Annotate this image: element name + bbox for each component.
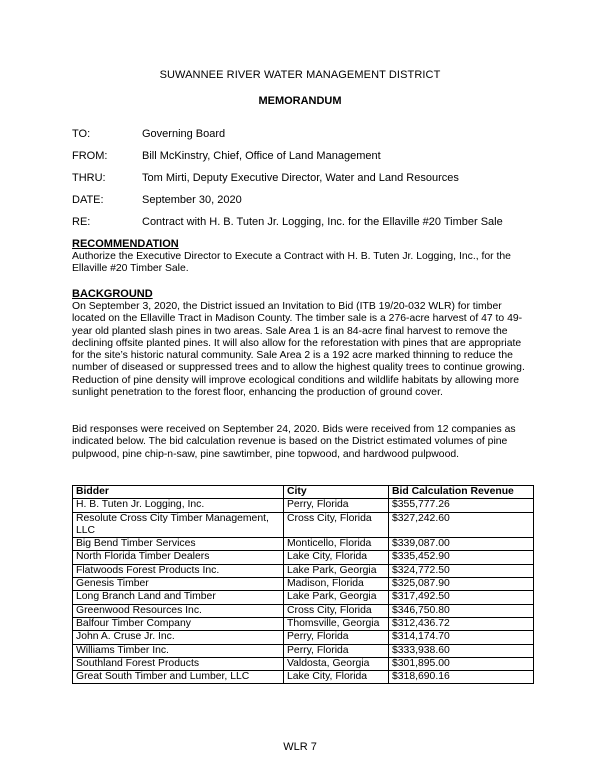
bidder-cell: Resolute Cross City Timber Management, LLC <box>73 512 284 538</box>
revenue-cell: $335,452.90 <box>389 551 534 564</box>
bidder-cell: North Florida Timber Dealers <box>73 551 284 564</box>
bid-table <box>72 485 534 684</box>
memo-to-value: Governing Board <box>142 128 226 140</box>
city-cell: Madison, Florida <box>284 578 389 591</box>
table-row <box>73 657 534 670</box>
memo-thru-value: Tom Mirti, Deputy Executive Director, Water and Land Resources <box>142 172 459 184</box>
city-cell: Cross City, Florida <box>284 604 389 617</box>
table-row <box>73 551 534 564</box>
page-number: WLR 7 <box>283 741 317 753</box>
memo-re-value: Contract with H. B. Tuten Jr. Logging, Inc. for the Ellaville #20 Timber Sale <box>142 216 503 228</box>
memo-date-label: DATE: <box>72 194 104 206</box>
revenue-cell: $301,895.00 <box>389 657 534 670</box>
recommendation-heading: RECOMMENDATION <box>72 238 179 250</box>
memo-from-row <box>72 150 381 162</box>
city-cell: Lake Park, Georgia <box>284 591 389 604</box>
city-cell: Monticello, Florida <box>284 538 389 551</box>
table-row <box>73 564 534 577</box>
memo-re-row <box>72 216 503 228</box>
city-cell: Perry, Florida <box>284 644 389 657</box>
city-cell: Cross City, Florida <box>284 512 389 538</box>
memo-date-value: September 30, 2020 <box>142 194 242 206</box>
revenue-cell: $355,777.26 <box>389 499 534 512</box>
table-row <box>73 499 534 512</box>
revenue-cell: $317,492.50 <box>389 591 534 604</box>
bid-table-body <box>73 499 534 684</box>
bidder-cell: Flatwoods Forest Products Inc. <box>73 564 284 577</box>
revenue-cell: $314,174.70 <box>389 631 534 644</box>
bidder-cell: Long Branch Land and Timber <box>73 591 284 604</box>
city-cell: Valdosta, Georgia <box>284 657 389 670</box>
background-heading: BACKGROUND <box>72 288 153 300</box>
city-cell: Lake City, Florida <box>284 551 389 564</box>
column-header-city: City <box>284 486 389 499</box>
table-row <box>73 644 534 657</box>
bidder-cell: Greenwood Resources Inc. <box>73 604 284 617</box>
table-row <box>73 578 534 591</box>
bidder-cell: Big Bend Timber Services <box>73 538 284 551</box>
memo-thru-label: THRU: <box>72 172 106 184</box>
table-row <box>73 671 534 684</box>
table-row <box>73 604 534 617</box>
bidder-cell: Balfour Timber Company <box>73 617 284 630</box>
memo-from-value: Bill McKinstry, Chief, Office of Land Management <box>142 150 381 162</box>
revenue-cell: $327,242.60 <box>389 512 534 538</box>
revenue-cell: $324,772.50 <box>389 564 534 577</box>
memo-from-label: FROM: <box>72 150 108 162</box>
revenue-cell: $318,690.16 <box>389 671 534 684</box>
table-row <box>73 538 534 551</box>
document-type: MEMORANDUM <box>258 95 342 107</box>
table-row <box>73 591 534 604</box>
bidder-cell: Williams Timber Inc. <box>73 644 284 657</box>
organization-name: SUWANNEE RIVER WATER MANAGEMENT DISTRICT <box>159 69 441 81</box>
revenue-cell: $325,087.90 <box>389 578 534 591</box>
revenue-cell: $333,938.60 <box>389 644 534 657</box>
city-cell: Perry, Florida <box>284 631 389 644</box>
recommendation-text: Authorize the Executive Director to Execute a Contract with H. B. Tuten Jr. Logging, Inc., for the Ellaville #20 Timber Sale. <box>72 251 511 275</box>
bidder-cell: John A. Cruse Jr. Inc. <box>73 631 284 644</box>
table-row <box>73 617 534 630</box>
background-paragraph-1: On September 3, 2020, the District issued an Invitation to Bid (ITB 19/20-032 WLR) for timber located on the Ellaville Tract in Madison County. The timber sale is a 276-acre harvest of 47 to 49-year old planted slash pines in two areas. Sale Area 1 is an 84-acre final harvest to remove the declining offsite planted pines. It will also allow for the reforestation with pines that are appropriate for the site’s historic natural community. Sale Area 2 is a 192 acre marked thinning to reduce the number of diseased or suppressed trees and to allow the highest quality trees to continue growing. Reduction of pine density will improve ecological conditions and wildlife habitats by allowing more sunlight penetration to the forest floor, enhancing the production of ground cover. <box>72 301 525 399</box>
bidder-cell: Genesis Timber <box>73 578 284 591</box>
memo-to-label: TO: <box>72 128 91 140</box>
column-header-revenue: Bid Calculation Revenue <box>389 486 534 499</box>
background-paragraph-2: Bid responses were received on September 24, 2020. Bids were received from 12 companies as indicated below. The bid calculation revenue is based on the District estimated volumes of pine pulpwood, pine chip-n-saw, pine sawtimber, pine topwood, and hardwood pulpwood. <box>72 424 516 460</box>
bid-table-header-row <box>73 486 534 499</box>
column-header-bidder: Bidder <box>73 486 284 499</box>
revenue-cell: $312,436.72 <box>389 617 534 630</box>
bidder-cell: Southland Forest Products <box>73 657 284 670</box>
table-row <box>73 631 534 644</box>
memo-to-row <box>72 128 225 140</box>
memo-thru-row <box>72 172 459 184</box>
revenue-cell: $339,087.00 <box>389 538 534 551</box>
revenue-cell: $346,750.80 <box>389 604 534 617</box>
memo-re-label: RE: <box>72 216 91 228</box>
bidder-cell: Great South Timber and Lumber, LLC <box>73 671 284 684</box>
memo-date-row <box>72 194 242 206</box>
city-cell: Thomsville, Georgia <box>284 617 389 630</box>
city-cell: Lake City, Florida <box>284 671 389 684</box>
city-cell: Lake Park, Georgia <box>284 564 389 577</box>
city-cell: Perry, Florida <box>284 499 389 512</box>
bidder-cell: H. B. Tuten Jr. Logging, Inc. <box>73 499 284 512</box>
table-row <box>73 512 534 538</box>
